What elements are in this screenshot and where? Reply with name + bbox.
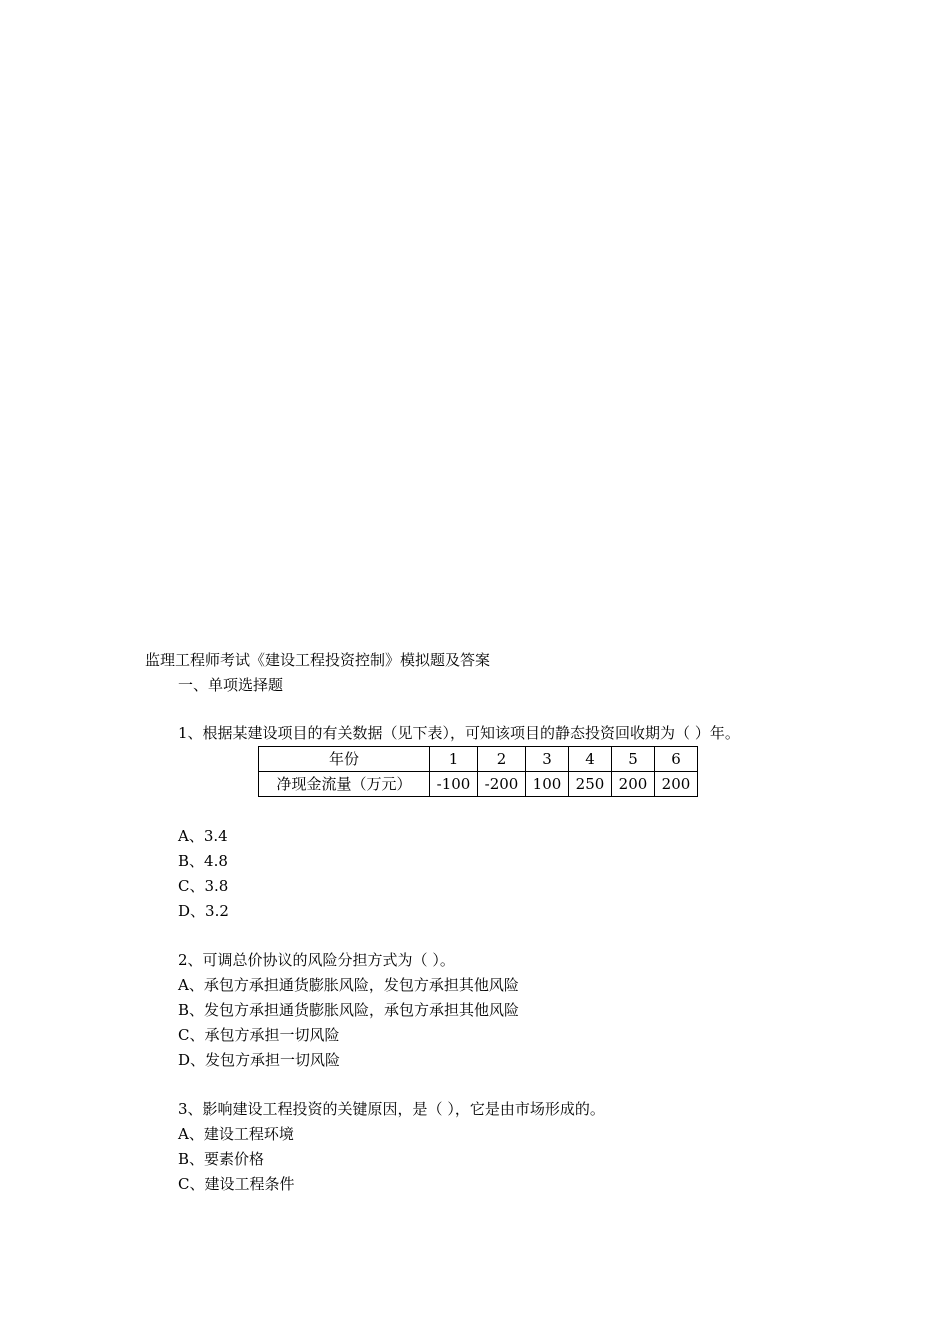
question-3-option-b: B、要素价格	[178, 1150, 265, 1168]
table-cell-cashflow: 100	[526, 772, 569, 797]
question-1-option-a: A、3.4	[178, 827, 228, 845]
question-2-option-a: A、承包方承担通货膨胀风险，发包方承担其他风险	[178, 976, 519, 994]
table-cell-year: 2	[478, 747, 526, 772]
table-cell-cashflow: -100	[430, 772, 478, 797]
section-heading: 一、单项选择题	[178, 676, 284, 694]
table-cell-year: 3	[526, 747, 569, 772]
table-cell-year: 5	[612, 747, 655, 772]
question-1-option-c: C、3.8	[178, 877, 229, 895]
question-2-option-b: B、发包方承担通货膨胀风险，承包方承担其他风险	[178, 1001, 520, 1019]
table-cell-cashflow: -200	[478, 772, 526, 797]
question-1-stem: 1、根据某建设项目的有关数据（见下表），可知该项目的静态投资回收期为（ ）年。	[178, 724, 740, 742]
table-row	[259, 772, 698, 797]
question-2-option-d: D、发包方承担一切风险	[178, 1051, 341, 1069]
table-cell-cashflow: 200	[612, 772, 655, 797]
question-2-stem: 2、可调总价协议的风险分担方式为（ ）。	[178, 951, 455, 969]
question-2-option-c: C、承包方承担一切风险	[178, 1026, 340, 1044]
table-cell-cashflow-label: 净现金流量（万元）	[259, 772, 430, 797]
table-cell-cashflow: 200	[655, 772, 698, 797]
table-row	[259, 747, 698, 772]
table-cell-year-label: 年份	[259, 747, 430, 772]
question-1-option-b: B、4.8	[178, 852, 228, 870]
cash-flow-table	[258, 746, 698, 797]
table-cell-cashflow: 250	[569, 772, 612, 797]
question-3-option-a: A、建设工程环境	[178, 1125, 294, 1143]
question-3-stem: 3、影响建设工程投资的关键原因，是（ ），它是由市场形成的。	[178, 1100, 605, 1118]
table-cell-year: 4	[569, 747, 612, 772]
table-cell-year: 1	[430, 747, 478, 772]
table-cell-year: 6	[655, 747, 698, 772]
question-3-option-c: C、建设工程条件	[178, 1175, 295, 1193]
document-title: 监理工程师考试《建设工程投资控制》模拟题及答案	[145, 651, 491, 669]
question-1-option-d: D、3.2	[178, 902, 229, 920]
